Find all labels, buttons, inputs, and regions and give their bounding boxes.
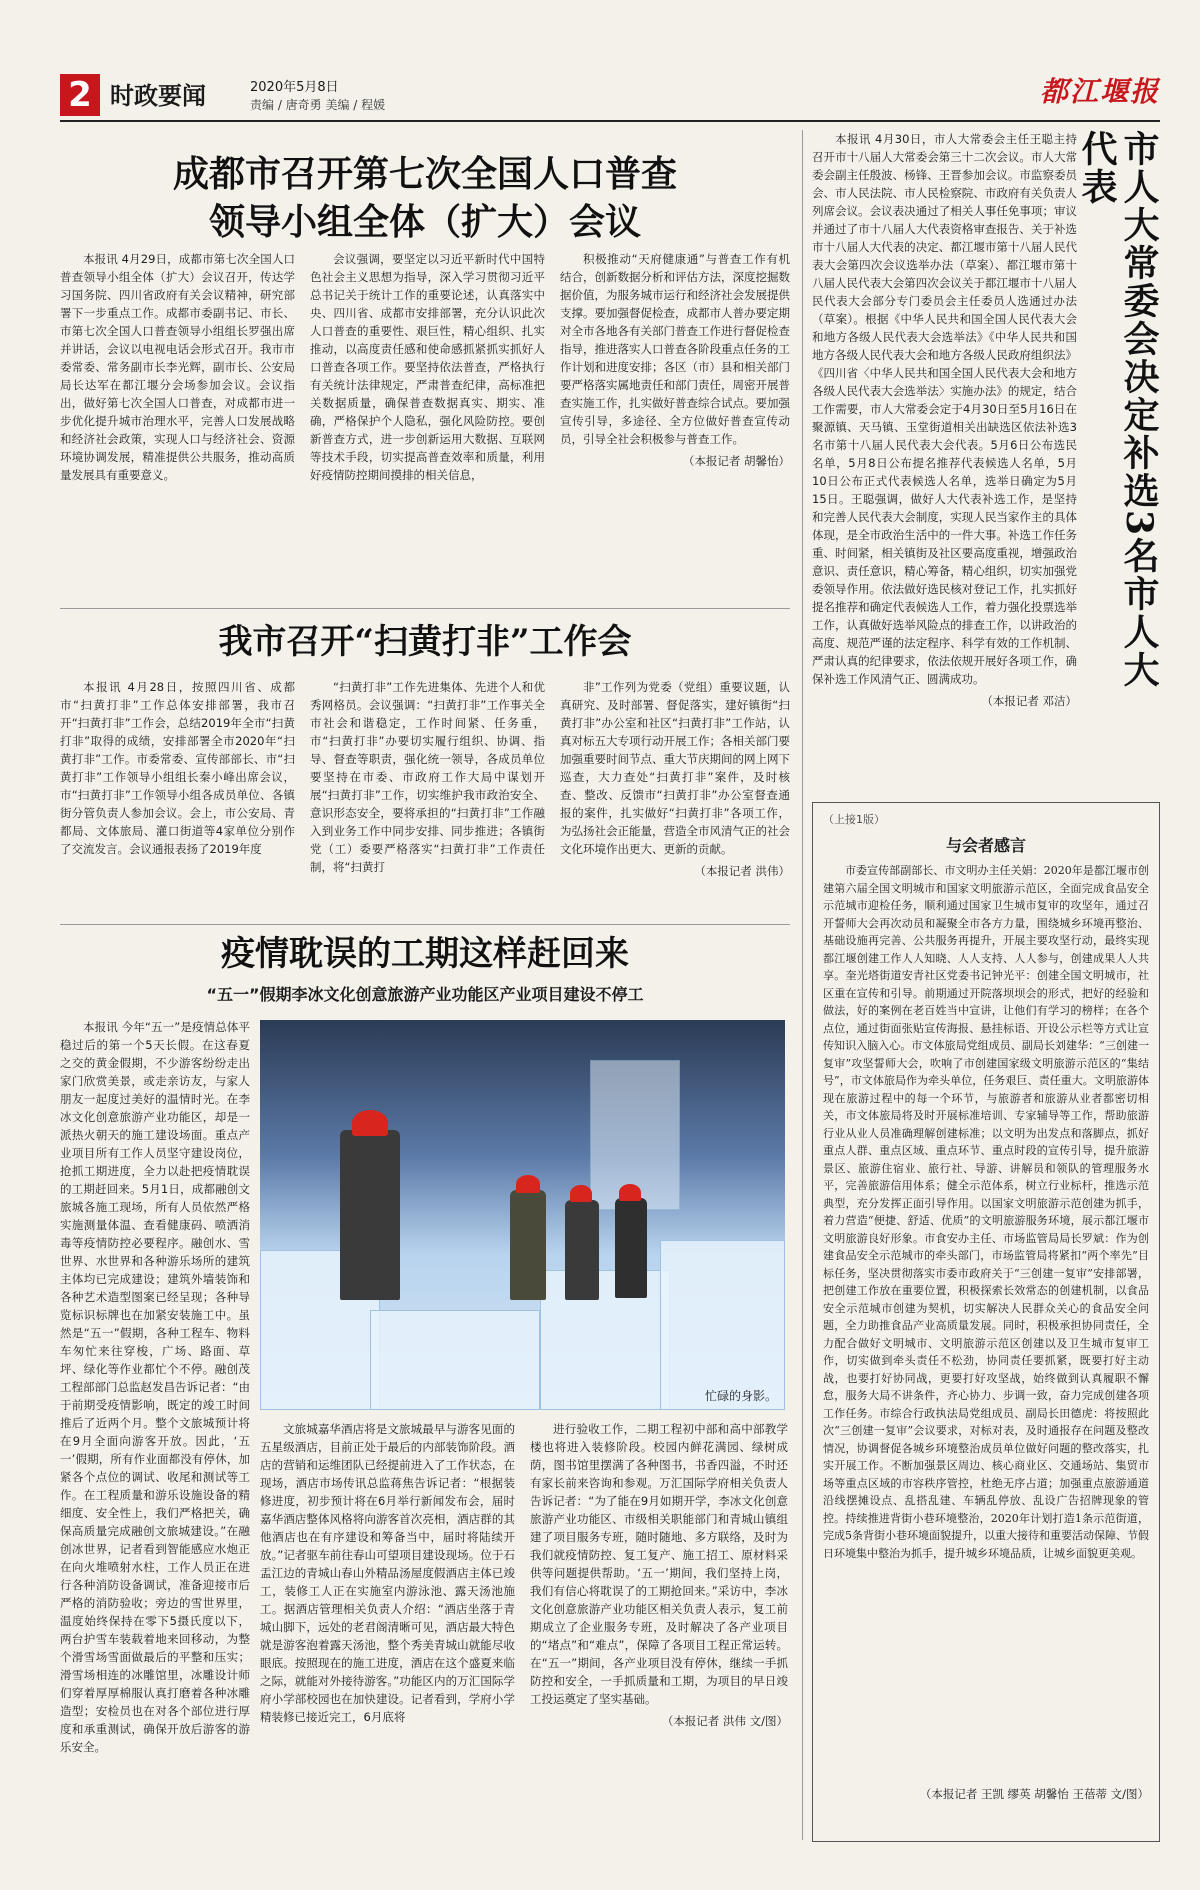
helmet-icon — [352, 1110, 388, 1136]
article1-col1: 本报讯 4月29日，成都市第七次全国人口普查领导小组全体（扩大）会议召开，传达学习国务院、四川省政府有关会议精神，研究部署下一步重点工作。成都市委副书记、市长、市第七次全国人口普查领导小组组长罗强出席并讲话，会议以电视电话会形式召开。我市市委常委、常务副市长李光辉，副市长、公安局局长达军在都江堰分会场参加会议。会议指出，做好第七次全国人口普查，对成都市进一步优化提升城市治理水平，完善人口发展战略和经济社会政策，实现人口与经济社会、资源环境协调发展，精准提供公共服务，推动高质量发展具有重要意义。 — [60, 252, 295, 482]
article1-col2: 会议强调，要坚定以习近平新时代中国特色社会主义思想为指导，深入学习贯彻习近平总书记关于统计工作的重要论述，认真落实中央、四川省、成都市安排部署，充分认识此次人口普查的重要性、艰巨性，精心组织、扎实推动，以高度责任感和使命感抓紧抓实抓好人口普查各项工作。要坚持依法普查，严格执行有关统计法律规定，严肃普查纪律，高标准把关数据质量，确保普查数据真实、期实、准确，严格保护个人隐私，强化风险防控。要创新普查方式，进一步创新运用大数据、互联网等技术手段，切实提高普查效率和质量，利用好疫情防控期间摸排的相关信息， — [310, 252, 545, 482]
article3-byline: （本报记者 洪伟 文/图） — [661, 1714, 788, 1728]
newspaper-page — [60, 60, 1160, 1850]
article2-col3: 非”工作列为党委（党组）重要议题，认真研究、及时部署、督促落实，建好镇街“扫黄打非”办公室和社区“扫黄打非”工作站，认真对标五大专项行动开展工作；各相关部门要加强重要时间节点、重大节庆期间的网上网下巡查，大力查处“扫黄打非”案件，及时核查、整改、反馈市“扫黄打非”办公室督查通报的案件，扎实做好“扫黄打非”各项工作，为弘扬社会正能量，营造全市风清气正的社会文化环境作出更大、更新的贡献。 （本报记者 洪伟） — [560, 680, 790, 878]
sidebar-headline: 市人大常委会决定补选3名市人大代表 — [1076, 130, 1160, 690]
article1-headline — [60, 150, 790, 246]
commentary-title: 与会者感言 — [945, 836, 1026, 855]
ice-block — [660, 1240, 785, 1410]
article2-byline: （本报记者 洪伟） — [694, 864, 790, 878]
section-name: 时政要闻 — [110, 82, 206, 110]
worker-figure — [340, 1130, 400, 1300]
article3-headline: 疫情耽误的工期这样赶回来 — [221, 934, 629, 974]
worker-figure — [565, 1200, 599, 1300]
ice-block — [540, 1270, 670, 1410]
sidebar-byline: （本报记者 邓洁） — [981, 694, 1077, 708]
editors-line: 责编 / 唐奇勇 美编 / 程媛 — [250, 98, 386, 112]
commentary-text: 市委宣传部副部长、市文明办主任关娟：2020年是都江堰市创建第六届全国文明城市和国家文明旅游示范区，全面完成食品安全示范城市迎检任务，顺利通过国家卫生城市复审的攻坚年，通过召开誓师大会再次动员和凝聚全市各方力量，围绕城乡环境再整治、基础设施再完善、公共服务再提升，开展主要攻坚行动，最终实现都江堰创建工作人人知晓、人人支持、人人参与，创建成果人人共享。奎光塔街道安青社区党委书记钟光平：创建全国文明城市，社区重在宣传和引导。前期通过开院落坝坝会的形式，把好的经验和做法，好的案例在老百姓当中宣讲，让他们有学习的榜样；在各个点位，通过街面张贴宣传海报、悬挂标语、开设公示栏等方式让宣传知识入脑入心。市文体旅局党组成员、副局长刘建华：“三创建一复审”攻坚誓师大会，吹响了市创建国家级文明旅游示范区的“集结号”，市文体旅局作为牵头单位，任务艰巨、责任重大。文明旅游体现在旅游过程中的每一个环节，与旅游者和旅游从业者都密切相关，市文体旅局将及时开展标准培训、专家辅导等工作，帮助旅游行业从业人员准确理解创建标准；以文明为出发点和落脚点，抓好重点人群、重点区域、重点环节、重点时段的宣传引导，提升旅游景区、旅游住宿业、旅行社、导游、讲解员和领队的管理服务水平，完善旅游信用体系；健全示范体系，树立行业标杆，推选示范典型，充分发挥正面引导作用。以国家文明旅游示范创建为抓手，着力营造“便捷、舒适、优质”的文明旅游服务环境，展示都江堰市文明旅游良好形象。市食安办主任、市场监管局局长罗斌：作为创建食品安全示范城市的牵头部门，市场监管局将紧扣“两个率先”目标任务，坚决贯彻落实市委市政府关于“三创建一复审”安排部署，把创建工作放在重要位置，积极探索长效常态的创建机制，以食品安全示范城市创建为契机，切实解决人民群众关心的食品安全问题，全力助推食品产业高质量发展。同时，积极承担协同责任，全力配合做好文明城市、文明旅游示范区创建以及卫生城市复审工作，切实做到牵头责任不松劲，协同责任要抓紧，既要打好主动战，也要打好协同战，更要打好攻坚战，始终做到认真履职不懈怠，服务大局不讲条件，齐心协力、步调一致，奋力完成创建各项工作任务。市综合行政执法局党组成员、副局长田德虎：将按照此次“三创建一复审”会议要求，对标对表，及时通报存在问题及整改情况，协调督促各城乡环境整治成员单位做好问题的整改落实，扎实开展工作。不断加强景区周边、核心商业区、交通场站、集贸市场等重点区域的市容秩序管控，杜绝无序占道；加强重点旅游通道沿线摆摊设点、乱搭乱建、车辆乱停放、乱设广告招牌现象的管控。持续推进背街小巷环境整治，2020年计划打造1条示范街道，完成5条背街小巷环境面貌提升，以重大接待和重要活动保障、节假日环境集中整治为抓手，提升城乡环境品质，让城乡面貌更美观。 — [823, 864, 1149, 1560]
commentary-box — [812, 802, 1160, 1842]
divider — [60, 924, 790, 925]
worker-figure — [615, 1198, 647, 1298]
helmet-icon — [619, 1184, 641, 1201]
article1-byline: （本报记者 胡馨怡） — [682, 454, 790, 468]
article2-headline: 我市召开“扫黄打非”工作会 — [218, 622, 632, 662]
helmet-icon — [570, 1185, 592, 1202]
commentary-byline: （本报记者 王凯 缪英 胡馨怡 王蓓蒂 文/图） — [919, 1787, 1149, 1801]
ice-block — [370, 1310, 540, 1410]
construction-photo — [260, 1020, 785, 1410]
article1-headline-line2: 领导小组全体（扩大）会议 — [208, 201, 641, 243]
continued-note: （上接1版） — [823, 813, 885, 826]
article3-col3: 进行验收工作，二期工程初中部和高中部教学楼也将进入装修阶段。校园内鲜花满园、绿树成荫，图书馆里摆满了各种图书，书香四溢，不时还有家长前来咨询和参观。万汇国际学府相关负责人告诉记者：“为了能在9月如期开学，李冰文化创意旅游产业功能区、市级相关职能部门和青城山镇组建了项目服务专班，随时随地、多方联络，及时为我们就疫情防控、复工复产、施工招工、原材料采供等问题提供帮助。‘五一’期间，我们坚持上岗，我们有信心将耽误了的工期抢回来。”采访中，李冰文化创意旅游产业功能区相关负责人表示，复工前期成立了企业服务专班，及时解决了各产业项目的“堵点”和“难点”，保障了各项目工程正常运转。在“五一”期间，各产业项目没有停休，继续一手抓防控和安全，一手抓质量和工期，为项目的早日竣工投运奠定了坚实基础。 （本报记者 洪伟 文/图） — [530, 1422, 788, 1728]
article1-headline-line1: 成都市召开第七次全国人口普查 — [172, 153, 677, 195]
article2-col1: 本报讯 4月28日，按照四川省、成都市“扫黄打非”工作总体安排部署，我市召开“扫黄打非”工作会，总结2019年全市“扫黄打非”取得的成绩，安排部署全市2020年“扫黄打非”工作。市委常委、宣传部部长、市“扫黄打非”工作领导小组组长秦小峰出席会议，市“扫黄打非”工作领导小组各成员单位、各镇街分管负责人参加会议。会上，市公安局、青都局、文体旅局、灌口街道等4家单位分别作了交流发言。会议通报表扬了2019年度 — [60, 680, 295, 856]
masthead — [60, 70, 1160, 122]
helmet-icon — [516, 1175, 540, 1193]
article3-col1: 本报讯 今年“五一”是疫情总体平稳过后的第一个5天长假。在这春夏之交的黄金假期，不少游客纷纷走出家门欣赏美景，或走亲访友，与家人朋友一起度过美好的温情时光。在李冰文化创意旅游产业功能区，却是一派热火朝天的施工建设场面。重点产业项目所有工作人员坚守建设岗位，抢抓工期进度，全力以赴把疫情耽误的工期赶回来。5月1日，成都融创文旅城各施工现场，所有人员依然严格实施测量体温、查看健康码、喷洒消毒等疫情防控必要程序。融创水、雪世界、水世界和各种游乐场所的建筑主体均已完成建设；建筑外墙装饰和各种艺术造型图案已经呈现；各种导览标识标牌也在加紧安装施工中。虽然是“五一”假期，各种工程车、物料车匆忙来往穿梭，广场、路面、草坪、绿化等作业都忙个不停。融创茂工程部部门总监赵发昌告诉记者：“由于前期受疫情影响，既定的竣工时间推后了近两个月。整个文旅城预计将在9月全面向游客开放。因此，‘五一’假期，所有作业面都没有停休，加紧各个点位的调试、收尾和测试等工作。在工程质量和游乐设施设备的精细度、安全性上，我们严格把关，确保高质量完成融创文旅城建设。”在融创冰世界，记者看到智能感应水炮正在向火堆喷射水柱，工作人员正在进行各种消防设备调试，准备迎接市后严格的消防验收；旁边的雪世界里，温度始终保持在零下5摄氏度以下，两台护雪车装载着地来回移动，为整个滑雪场雪面做最后的平整和压实；滑雪场相连的冰雕馆里，冰雕设计师们穿着厚厚棉服认真打磨着各种冰雕造型；安检员也在对各个部位进行厚度和承重测试，确保开放后游客的游乐安全。 — [60, 1020, 250, 1754]
sidebar-article-body: 本报讯 4月30日，市人大常委会主任王聪主持召开市十八届人大常委会第三十二次会议。市人大常委会副主任殷波、杨锋、王晋参加会议。市监察委员会、市人民法院、市人民检察院、市政府有关负责人列席会议。会议表决通过了相关人事任免事项；审议并通过了市十八届人大代表资格审查报告、关于补选市十八届人大代表的决定、都江堰市第十八届人民代表大会第四次会议选举办法（草案）、都江堰市第十八届人民代表大会第四次会议关于都江堰市十八届人民代表大会部分专门委员会主任委员人选通过办法（草案）。根据《中华人民共和国全国人民代表大会和地方各级人民代表大会选举法》《中华人民共和国地方各级人民代表大会和地方各级人民政府组织法》《四川省〈中华人民共和国全国人民代表大会和地方各级人民代表大会选举法〉实施办法》的规定，结合工作需要，市人大常委会定于4月30日至5月16日在聚源镇、天马镇、玉堂街道相关出缺选区依法补选3名市第十八届人民代表大会代表。5月6日公布选民名单，5月8日公布提名推荐代表候选人名单，5月10日公布正式代表候选人名单，选举日确定为5月15日。王聪强调，做好人大代表补选工作，是坚持和完善人民代表大会制度，实现人民当家作主的具体体现，是全市政治生活中的一件大事。补选工作任务重、时间紧，相关镇街及社区要高度重视，增强政治意识、责任意识，精心筹备，精心组织，切实加强党委领导作用。依法做好选民核对登记工作，扎实抓好提名推荐和确定代表候选人工作，着力强化投票选举工作，认真做好选举风险点的排查工作，以讲政治的高度、规范严谨的法定程序、科学有效的工作机制、严肃认真的纪律要求，依法依规开展好各项工作，确保补选工作风清气正、圆满成功。 （本报记者 邓洁） — [812, 132, 1077, 708]
photo-caption: 忙碌的身影。 — [704, 1389, 777, 1403]
issue-date: 2020年5月8日 — [250, 80, 339, 95]
divider — [60, 608, 790, 609]
article3-col2: 文旅城嘉华酒店将是文旅城最早与游客见面的五星级酒店，目前正处于最后的内部装饰阶段。酒店的营销和运维团队已经提前进入了工作状态，在现场，酒店市场传讯总监蒋焦告诉记者：“根据装修进度，初步预计将在6月举行新闻发布会，届时嘉华酒店整体风格将向游客首次亮相，酒店群的其他酒店也在有序建设和筹备当中，届时将陆续开放。”记者驱车前往春山可望项目建设现场。位于石盂江边的青城山春山外精品汤屋度假酒店主体已竣工，装修工人正在实施室内游泳池、露天汤池施工。据酒店管理相关负责人介绍：“酒店坐落于青城山脚下，远处的老君阁清晰可见，酒店最大特色就是游客泡着露天汤池，整个秀美青城山就能尽收眼底。按照现在的施工进度，酒店在这个盛夏来临之际，就能对外接待游客。”功能区内的万汇国际学府小学部校园也在加快建设。记者看到，学府小学精装修已接近完工，6月底将 — [260, 1422, 515, 1724]
page-number: 2 — [60, 74, 100, 116]
worker-figure — [510, 1190, 546, 1300]
article2-col2: “扫黄打非”工作先进集体、先进个人和优秀网格员。会议强调：“扫黄打非”工作事关全市社会和谐稳定，工作时间紧、任务重，市“扫黄打非”办要切实履行组织、协调、指导、督查等职责，强化统一领导，各成员单位要坚持在市委、市政府工作大局中谋划开展“扫黄打非”工作，切实维护我市政治安全、意识形态安全，要将承担的“扫黄打非”工作融入到业务工作中同步安排、同步推进；各镇街党（工）委要严格落实“扫黄打非”工作责任制，将“扫黄打 — [310, 680, 545, 874]
article1-col3: 积极推动“天府健康通”与普查工作有机结合，创新数据分析和评估方法，深度挖掘数据价值，为服务城市运行和经济社会发展提供支撑。要加强督促检查，成都市人普办要定期对全市各地各有关部门普查工作进行督促检查指导，推进落实人口普查各阶段重点任务的工作计划和进度安排；各区（市）县和相关部门要严格落实属地责任和部门责任，周密开展普查实施工作，扎实做好普查综合试点。要加强宣传引导，多途径、全方位做好普查宣传动员，引导全社会积极参与普查工作。 （本报记者 胡馨怡） — [560, 252, 790, 468]
column-rule — [802, 130, 803, 1840]
article3-subheadline: “五一”假期李冰文化创意旅游产业功能区产业项目建设不停工 — [206, 985, 644, 1004]
newspaper-logo: 都江堰报 — [1039, 75, 1160, 108]
